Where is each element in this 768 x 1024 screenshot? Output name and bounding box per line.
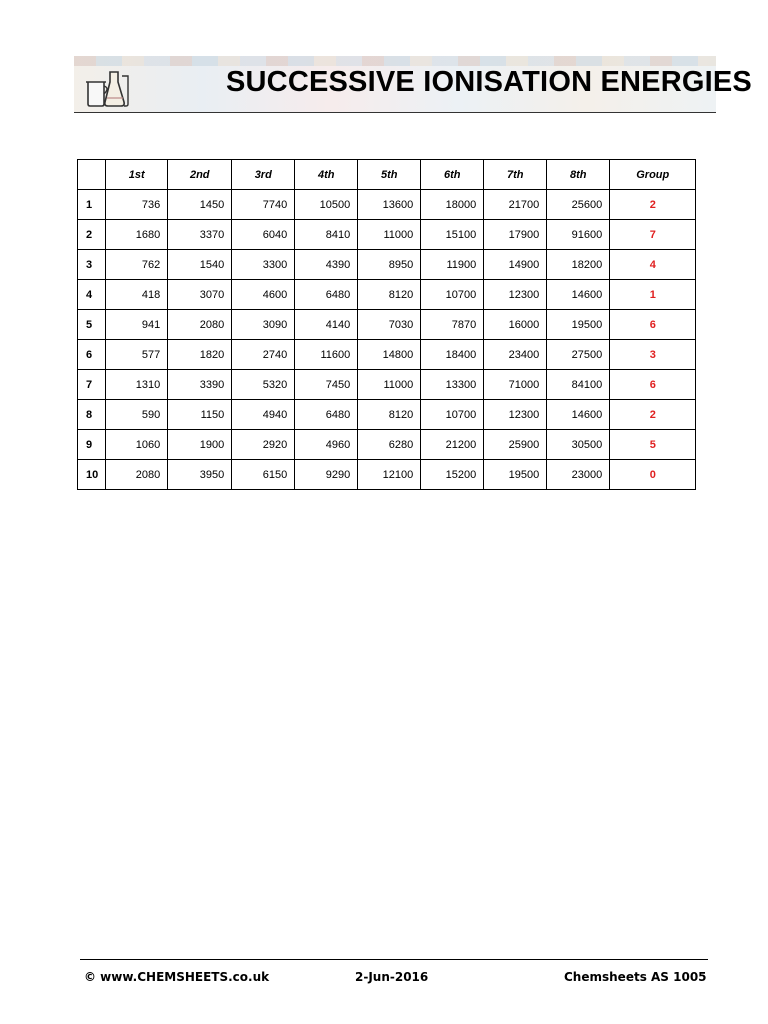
table-row: [78, 190, 696, 220]
energy-cell: 8120: [358, 280, 421, 310]
footer-divider: [80, 959, 708, 960]
column-header-7th: 7th: [484, 160, 547, 190]
energy-cell: 25900: [484, 430, 547, 460]
energy-cell: 16000: [484, 310, 547, 340]
group-answer-cell: 6: [610, 370, 696, 400]
lab-glassware-icon: [82, 68, 134, 108]
energy-cell: 17900: [484, 220, 547, 250]
table-row: [78, 220, 696, 250]
energy-cell: 18200: [547, 250, 610, 280]
energy-cell: 3370: [168, 220, 232, 250]
row-label: 3: [78, 250, 106, 280]
energy-cell: 8120: [358, 400, 421, 430]
group-answer-cell: 6: [610, 310, 696, 340]
group-answer-cell: 2: [610, 190, 696, 220]
energy-cell: 14600: [547, 280, 610, 310]
column-header-4th: 4th: [295, 160, 358, 190]
column-header-5th: 5th: [358, 160, 421, 190]
energy-cell: 12100: [358, 460, 421, 490]
energy-cell: 91600: [547, 220, 610, 250]
column-header-corner: [78, 160, 106, 190]
energy-cell: 2080: [168, 310, 232, 340]
column-header-group: Group: [610, 160, 696, 190]
row-label: 9: [78, 430, 106, 460]
energy-cell: 1900: [168, 430, 232, 460]
footer-reference: Chemsheets AS 1005: [564, 970, 707, 984]
ionisation-table: [77, 159, 696, 490]
energy-cell: 25600: [547, 190, 610, 220]
energy-cell: 418: [106, 280, 168, 310]
energy-cell: 23000: [547, 460, 610, 490]
energy-cell: 3300: [232, 250, 295, 280]
row-label: 5: [78, 310, 106, 340]
energy-cell: 30500: [547, 430, 610, 460]
energy-cell: 2080: [106, 460, 168, 490]
energy-cell: 3950: [168, 460, 232, 490]
energy-cell: 13300: [421, 370, 484, 400]
energy-cell: 6150: [232, 460, 295, 490]
energy-cell: 3390: [168, 370, 232, 400]
energy-cell: 3070: [168, 280, 232, 310]
energy-cell: 1150: [168, 400, 232, 430]
energy-cell: 10700: [421, 400, 484, 430]
energy-cell: 12300: [484, 280, 547, 310]
energy-cell: 10700: [421, 280, 484, 310]
energy-cell: 6480: [295, 400, 358, 430]
energy-cell: 6040: [232, 220, 295, 250]
column-header-2nd: 2nd: [168, 160, 232, 190]
row-label: 10: [78, 460, 106, 490]
energy-cell: 762: [106, 250, 168, 280]
row-label: 1: [78, 190, 106, 220]
row-label: 7: [78, 370, 106, 400]
energy-cell: 9290: [295, 460, 358, 490]
table-row: [78, 430, 696, 460]
energy-cell: 5320: [232, 370, 295, 400]
energy-cell: 15100: [421, 220, 484, 250]
energy-cell: 10500: [295, 190, 358, 220]
column-header-1st: 1st: [106, 160, 168, 190]
energy-cell: 7030: [358, 310, 421, 340]
energy-cell: 14600: [547, 400, 610, 430]
energy-cell: 11600: [295, 340, 358, 370]
group-answer-cell: 3: [610, 340, 696, 370]
table-row: [78, 370, 696, 400]
energy-cell: 23400: [484, 340, 547, 370]
energy-cell: 11000: [358, 370, 421, 400]
energy-cell: 941: [106, 310, 168, 340]
group-answer-cell: 5: [610, 430, 696, 460]
column-header-6th: 6th: [421, 160, 484, 190]
energy-cell: 18400: [421, 340, 484, 370]
table-row: [78, 280, 696, 310]
group-answer-cell: 7: [610, 220, 696, 250]
energy-cell: 14900: [484, 250, 547, 280]
row-label: 6: [78, 340, 106, 370]
energy-cell: 6480: [295, 280, 358, 310]
table-row: [78, 340, 696, 370]
energy-cell: 3090: [232, 310, 295, 340]
energy-cell: 1060: [106, 430, 168, 460]
table-row: [78, 400, 696, 430]
footer-copyright: © www.CHEMSHEETS.co.uk: [84, 970, 270, 984]
energy-cell: 11900: [421, 250, 484, 280]
column-header-8th: 8th: [547, 160, 610, 190]
energy-cell: 590: [106, 400, 168, 430]
energy-cell: 19500: [547, 310, 610, 340]
energy-cell: 7450: [295, 370, 358, 400]
energy-cell: 1310: [106, 370, 168, 400]
energy-cell: 84100: [547, 370, 610, 400]
energy-cell: 1540: [168, 250, 232, 280]
energy-cell: 15200: [421, 460, 484, 490]
group-answer-cell: 0: [610, 460, 696, 490]
energy-cell: 2920: [232, 430, 295, 460]
energy-cell: 7870: [421, 310, 484, 340]
energy-cell: 12300: [484, 400, 547, 430]
energy-cell: 8410: [295, 220, 358, 250]
page-title: SUCCESSIVE IONISATION ENERGIES: [226, 66, 752, 98]
energy-cell: 4960: [295, 430, 358, 460]
energy-cell: 7740: [232, 190, 295, 220]
footer-date: 2-Jun-2016: [355, 970, 429, 984]
group-answer-cell: 2: [610, 400, 696, 430]
energy-cell: 6280: [358, 430, 421, 460]
row-label: 2: [78, 220, 106, 250]
column-header-3rd: 3rd: [232, 160, 295, 190]
energy-cell: 27500: [547, 340, 610, 370]
header-banner: [74, 56, 752, 113]
energy-cell: 577: [106, 340, 168, 370]
energy-cell: 14800: [358, 340, 421, 370]
energy-cell: 8950: [358, 250, 421, 280]
energy-cell: 19500: [484, 460, 547, 490]
row-label: 8: [78, 400, 106, 430]
energy-cell: 736: [106, 190, 168, 220]
energy-cell: 4140: [295, 310, 358, 340]
table-row: [78, 310, 696, 340]
energy-cell: 71000: [484, 370, 547, 400]
energy-cell: 11000: [358, 220, 421, 250]
energy-cell: 21700: [484, 190, 547, 220]
table-row: [78, 460, 696, 490]
energy-cell: 4940: [232, 400, 295, 430]
energy-cell: 21200: [421, 430, 484, 460]
group-answer-cell: 1: [610, 280, 696, 310]
table-row: [78, 250, 696, 280]
energy-cell: 2740: [232, 340, 295, 370]
energy-cell: 13600: [358, 190, 421, 220]
group-answer-cell: 4: [610, 250, 696, 280]
row-label: 4: [78, 280, 106, 310]
energy-cell: 1820: [168, 340, 232, 370]
energy-cell: 4390: [295, 250, 358, 280]
table-header-row: [78, 160, 696, 190]
energy-cell: 4600: [232, 280, 295, 310]
energy-cell: 18000: [421, 190, 484, 220]
energy-cell: 1450: [168, 190, 232, 220]
energy-cell: 1680: [106, 220, 168, 250]
